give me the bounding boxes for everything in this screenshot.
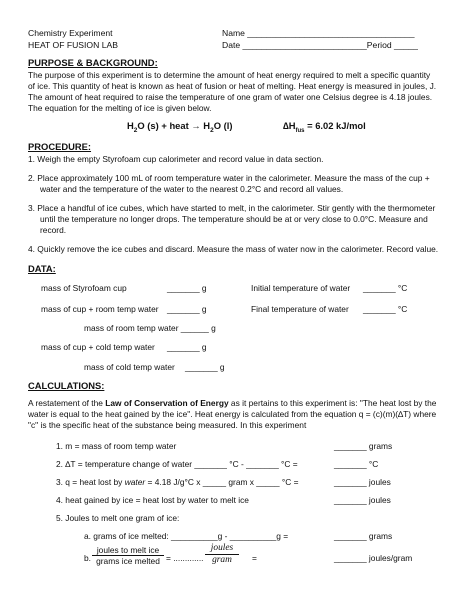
purpose-line-4: The equation for the melting of ice is given below. (28, 103, 212, 113)
data-blank-cup-room-water[interactable]: _______ g (167, 304, 207, 314)
name-field[interactable]: Name ___________________________________ (222, 28, 415, 38)
data-row-room-water-mass[interactable]: mass of room temp water ______ g (84, 323, 216, 333)
calc-item-5: 5. Joules to melt one gram of ice: (56, 513, 180, 523)
calc-blank-b[interactable]: _______ joules/gram (334, 553, 413, 563)
data-label-cup-room-water: mass of cup + room temp water (41, 304, 159, 314)
data-label-cup-mass: mass of Styrofoam cup (41, 283, 127, 293)
procedure-step-4: 4. Quickly remove the ice cubes and discard. Measure the mass of water now in the calorimeter. Record value. (28, 244, 439, 254)
calc-sub-b-fraction (92, 545, 164, 566)
data-blank-final-temp[interactable]: _______ °C (363, 304, 408, 314)
calc-intro-line-2: water is equal to the heat gained by the ice". Heat energy is calculated from the equation q = (c)(m)(∆T) where (28, 409, 437, 419)
purpose-line-2: of ice. This quantity of heat is known as heat of fusion or heat of melting. Heat energy is measured in joules, J. (28, 81, 437, 91)
data-label-final-temp: Final temperature of water (251, 304, 349, 314)
data-blank-cup-cold-water[interactable]: _______ g (167, 342, 207, 352)
heat-of-fusion-value: $\Delta H_{fus} = 6.02$ kJ/mol (283, 120, 366, 134)
calc-sub-b-label: b. (84, 553, 91, 563)
procedure-heading: PROCEDURE: (28, 141, 92, 152)
lab-title: HEAT OF FUSION LAB (28, 40, 118, 50)
calc-item-2[interactable]: 2. ∆T = temperature change of water _______ °C - _______ °C = (56, 459, 298, 469)
data-label-cup-cold-water: mass of cup + cold temp water (41, 342, 155, 352)
purpose-heading: PURPOSE & BACKGROUND: (28, 57, 158, 68)
calc-blank-3[interactable]: _______ joules (334, 477, 391, 487)
purpose-line-3: The amount of heat required to raise the temperature of one gram of water one Celsius degree is 4.18 joules. (28, 92, 433, 102)
calc-intro-line-1: A restatement of the Law of Conservation of Energy as it pertains to this experiment is: "The heat lost by the (28, 398, 437, 408)
purpose-line-1: The purpose of this experiment is to determine the amount of heat energy required to melt a specific quantity (28, 70, 431, 80)
unit-denominator: gram (212, 555, 232, 565)
calc-blank-a[interactable]: _______ grams (334, 531, 393, 541)
calc-sub-b-eq2: = (252, 553, 257, 563)
data-blank-cold-water-mass[interactable]: _______ g (185, 362, 225, 372)
calculations-heading: CALCULATIONS: (28, 380, 105, 391)
procedure-step-3-cont2: record. (40, 225, 67, 235)
calc-item-1: 1. m = mass of room temp water (56, 441, 177, 451)
calc-sub-a[interactable]: a. grams of ice melted: __________g - __________g = (84, 531, 289, 541)
data-label-cold-water-mass: mass of cold temp water (84, 362, 175, 372)
calc-blank-1[interactable]: _______ grams (334, 441, 393, 451)
data-heading: DATA: (28, 263, 56, 274)
procedure-step-2-cont: water and the temperature of the water to the nearest 0.2°C and record all values. (40, 184, 344, 194)
data-blank-initial-temp[interactable]: _______ °C (363, 283, 408, 293)
procedure-step-1: 1. Weigh the empty Styrofoam cup calorimeter and record value in data section. (28, 154, 324, 164)
calc-item-4: 4. heat gained by ice = heat lost by water to melt ice (56, 495, 249, 505)
calc-sub-b-unit-fraction (205, 543, 239, 566)
calc-blank-2[interactable]: _______ °C (334, 459, 379, 469)
fraction-numerator: joules to melt ice (92, 545, 164, 556)
data-label-initial-temp: Initial temperature of water (251, 283, 351, 293)
unit-numerator: joules (205, 543, 239, 555)
calc-intro-line-3: "c" is the specific heat of the substance being measured. In this experiment (28, 420, 307, 430)
data-blank-cup-mass[interactable]: _______ g (167, 283, 207, 293)
procedure-step-2: 2. Place approximately 100 mL of room temperature water in the calorimeter. Measure the mass of the cup + (28, 173, 430, 183)
date-period-field[interactable]: Date __________________________Period _____ (222, 40, 418, 50)
procedure-step-3-cont: until the temperature no longer drops. The temperature should be at or very close to 0.0°C. Measure and (40, 214, 428, 224)
calc-blank-4[interactable]: _______ joules (334, 495, 391, 505)
procedure-step-3: 3. Place a handful of ice cubes, which have started to melt, in the calorimeter. Stir gently with the thermometer (28, 203, 436, 213)
course-title: Chemistry Experiment (28, 28, 113, 38)
fraction-denominator: grams ice melted (96, 556, 160, 566)
melting-equation: $H_2O$ (s) + heat → $H_2O$ (l) (127, 120, 233, 134)
calc-item-3[interactable]: 3. q = heat lost by water = 4.18 J/g°C x _____ gram x _____ °C = (56, 477, 299, 487)
calc-sub-b-eq1: = ............. (166, 553, 204, 563)
